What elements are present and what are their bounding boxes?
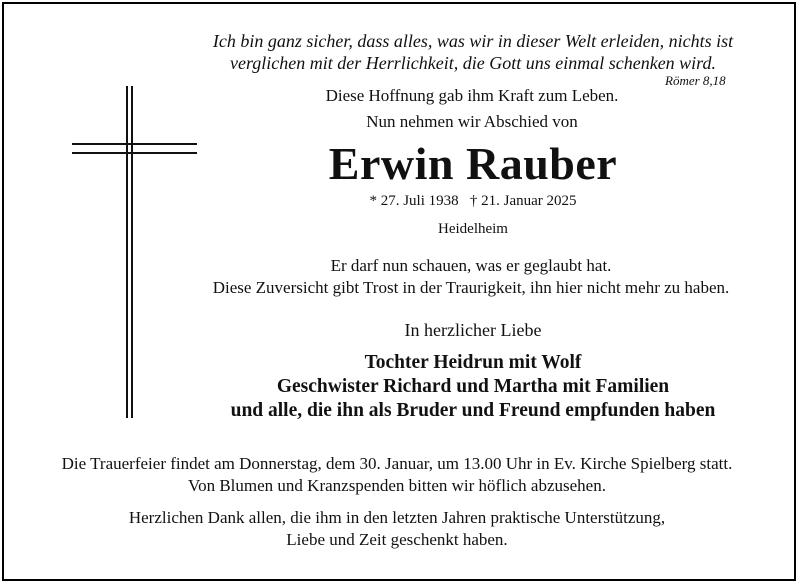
thanks-line-2: Liebe und Zeit geschenkt haben. [286, 530, 508, 549]
mourner-line-3: und alle, die ihn als Bruder und Freund empfunden haben [230, 400, 716, 421]
mourners-heading: In herzlicher Liebe [404, 320, 542, 340]
deceased-dates: * 27. Juli 1938 † 21. Januar 2025 [369, 193, 577, 209]
deceased-place: Heidelheim [438, 221, 508, 237]
intro-line-2: Nun nehmen wir Abschied von [366, 112, 578, 131]
thanks-line-1: Herzlichen Dank allen, die ihm in den letzten Jahren praktische Unterstützung, [128, 508, 666, 527]
service-line-1: Die Trauerfeier findet am Donnerstag, dem 30. Januar, um 13.00 Uhr in Ev. Kirche Spielberg statt. [61, 454, 733, 473]
quote-line-2: verglichen mit der Herrlichkeit, die Gott uns einmal schenken wird. [229, 53, 717, 73]
quote-reference: Römer 8,18 [665, 73, 726, 88]
comfort-line-1: Er darf nun schauen, was er geglaubt hat. [330, 256, 612, 275]
service-line-2: Von Blumen und Kranzspenden bitten wir höflich abzusehen. [188, 476, 606, 495]
mourner-line-1: Tochter Heidrun mit Wolf [364, 352, 582, 373]
deceased-name: Erwin Rauber [328, 138, 618, 189]
intro-line-1: Diese Hoffnung gab ihm Kraft zum Leben. [325, 86, 619, 105]
comfort-line-2: Diese Zuversicht gibt Trost in der Traurigkeit, ihn hier nicht mehr zu haben. [212, 278, 730, 297]
mourner-line-2: Geschwister Richard und Martha mit Familien [276, 376, 670, 397]
quote-line-1: Ich bin ganz sicher, dass alles, was wir in dieser Welt erleiden, nichts ist [212, 31, 734, 51]
